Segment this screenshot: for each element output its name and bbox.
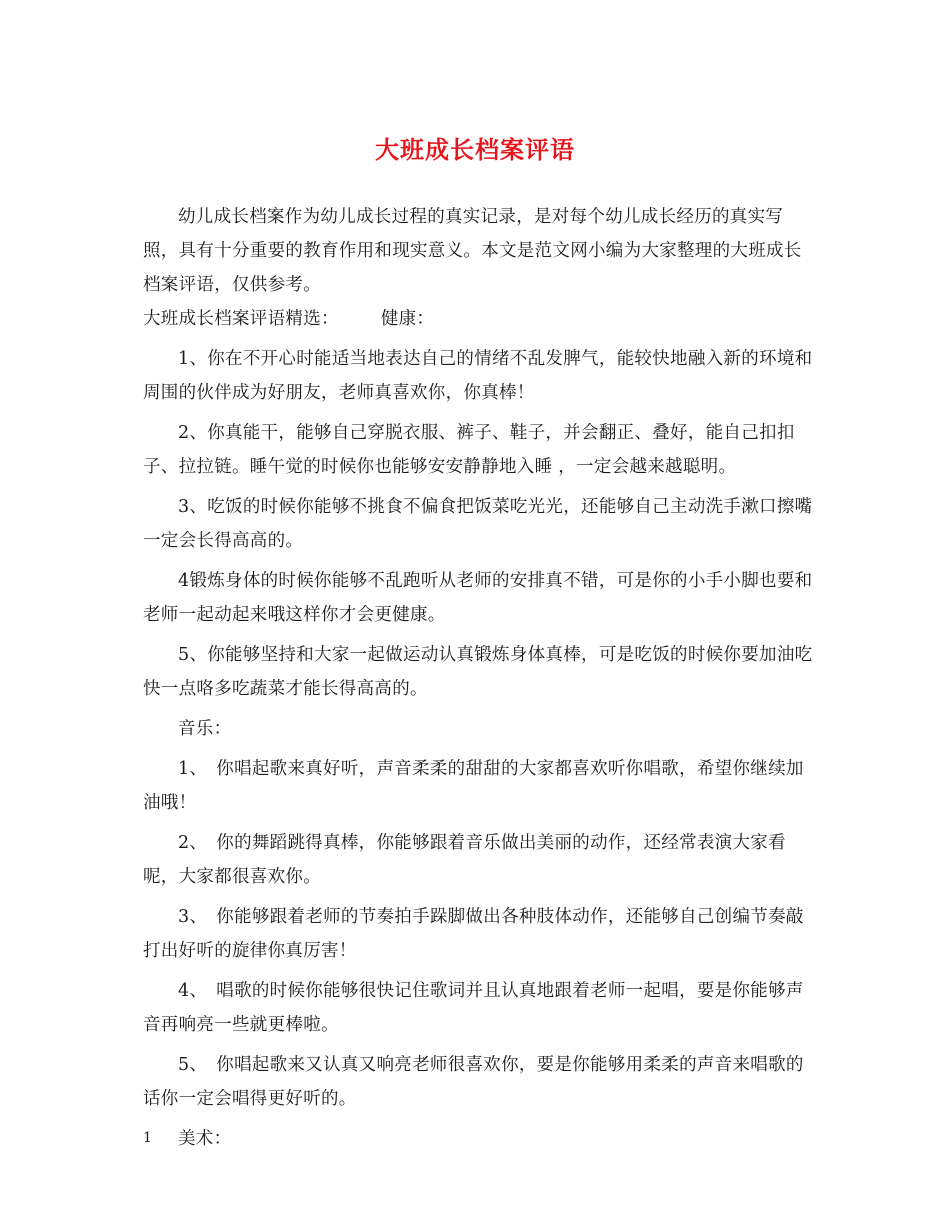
music-item-5: 5、 你唱起歌来又认真又响亮老师很喜欢你，要是你能够用柔柔的声音来唱歌的话你一定会唱得更好听的。 (143, 1055, 804, 1109)
health-item-5: 5、你能够坚持和大家一起做运动认真锻炼身体真棒，可是吃饭的时候你要加油吃快一点咯多吃蔬菜才能长得高高的。 (143, 645, 813, 699)
music-item-1: 1、 你唱起歌来真好听，声音柔柔的甜甜的大家都喜欢听你唱歌，希望你继续加油哦！ (143, 759, 804, 813)
music-item-3: 3、 你能够跟着老师的节奏拍手跺脚做出各种肢体动作，还能够自己创编节奏敲打出好听的旋律你真厉害！ (143, 907, 804, 961)
page-number: 1 (143, 1130, 152, 1146)
section-line (143, 302, 813, 336)
music-item-2: 2、 你的舞蹈跳得真棒，你能够跟着音乐做出美丽的动作，还经常表演大家看呢，大家都很喜欢你。 (143, 833, 786, 887)
section-label: 大班成长档案评语精选： (143, 309, 339, 329)
intro-paragraph: 幼儿成长档案作为幼儿成长过程的真实记录，是对每个幼儿成长经历的真实写照，具有十分重要的教育作用和现实意义。本文是范文网小编为大家整理的大班成长档案评语，仅供参考。 (143, 207, 802, 295)
music-heading: 音乐： (178, 719, 232, 739)
document-title: 大班成长档案评语 (375, 135, 575, 164)
document-body (143, 200, 813, 1156)
music-item-4: 4、 唱歌的时候你能够很快记住歌词并且认真地跟着老师一起唱，要是你能够声音再响亮一些就更棒啦。 (143, 981, 804, 1035)
health-item-4: 4锻炼身体的时候你能够不乱跑听从老师的安排真不错，可是你的小手小脚也要和老师一起动起来哦这样你才会更健康。 (143, 571, 813, 625)
health-item-1: 1、你在不开心时能适当地表达自己的情绪不乱发脾气，能较快地融入新的环境和周围的伙伴成为好朋友，老师真喜欢你，你真棒！ (143, 349, 813, 403)
health-heading: 健康： (380, 309, 435, 329)
health-item-3: 3、吃饭的时候你能够不挑食不偏食把饭菜吃光光，还能够自己主动洗手漱口擦嘴一定会长得高高的。 (143, 497, 813, 551)
art-heading: 美术： (178, 1129, 232, 1149)
health-item-2: 2、你真能干，能够自己穿脱衣服、裤子、鞋子，并会翻正、叠好，能自己扣扣子、拉拉链。睡午觉的时候你也能够安安静静地入睡 ，一定会越来越聪明。 (143, 423, 795, 477)
